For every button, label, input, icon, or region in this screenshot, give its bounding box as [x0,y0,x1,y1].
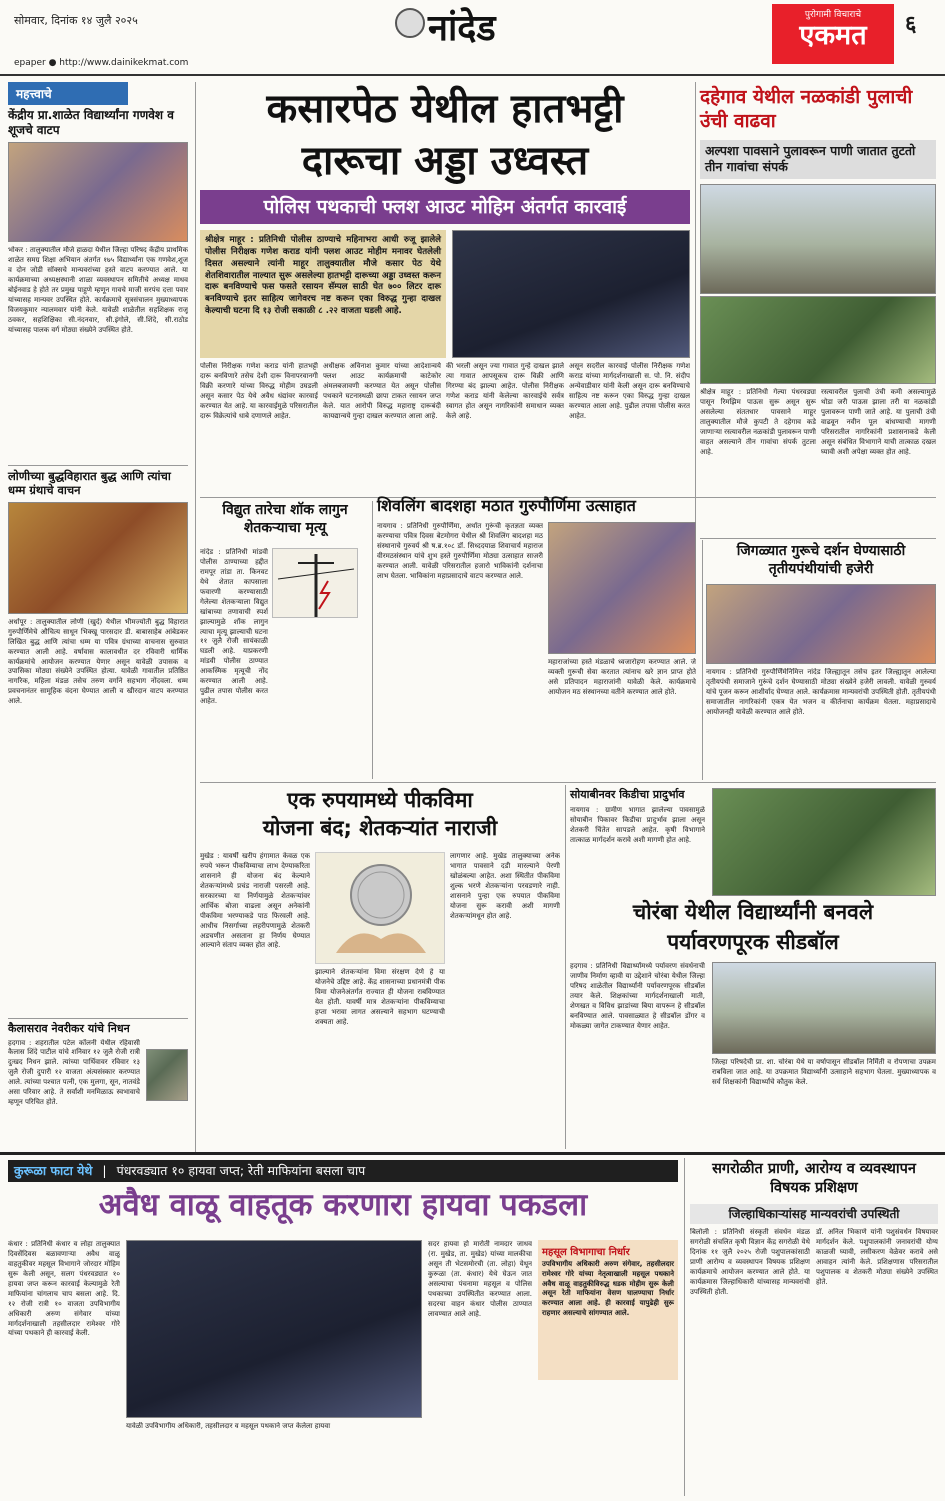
bridge-strap: अल्पशा पावसाने पुलावरून पाणी जातात तुटतो तीन गावांचा संपर्क [700,140,936,179]
cropinsurance-body-3: लागणार आहे. मुखेड तालुक्याच्या अनेक भागात पावसाने दडी मारल्याने पेरणी खोळंबल्या आहेत. अशा स्थितीत पीकविमा शुल्क भरणे शेतकऱ्यांना परवडणारे नाही. शासनाने पुन्हा एक रुपयात पीकविमा योजना सुरू करावी अशी मागणी शेतकऱ्यांमधून होत आहे. [450,852,560,920]
cropinsurance-headline-line2: योजना बंद; शेतकऱ्यांत नाराजी [262,816,498,840]
issue-date: सोमवार, दिनांक १४ जुलै २०२५ [14,14,138,27]
electric-pole-icon [272,548,358,618]
lead-body-1: पोलीस निरीक्षक गणेश कराड यांनी हातभट्टी दारू बनविणारे तसेच देशी दारू विनापरवानगी विक्री करणारे यांच्या विरुद्ध मोहीम उघडली असून कसार पेठ येथे अवैध धंद्यांवर कारवाई करण्यात येत आहे. या कारवाईमुळे परिसरातील दारू विक्रेत्यांचे धाबे दणाणले आहेत. [200,362,318,420]
column-rule [372,501,373,779]
soyabean-body: नायगाव : ग्रामीण भागात झालेल्या पावसामुळे सोयाबीन पिकावर किडीचा प्रादुर्भाव झाला असून शेतकरी चिंतेत सापडले आहेत. कृषी विभागाने तात्काळ मार्गदर्शन करावे अशी मागणी होत आहे. [570,806,705,844]
shivling-body-2: महाराजांच्या हस्ते मंडळाचे ध्वजारोहण करण्यात आले. जे व्यक्ती गुरूची सेवा करतात त्यांनाच खरे ज्ञान प्राप्त होते असे प्रतिपादन महाराजांनी यावेळी केले. कार्यक्रमाचे आयोजन मठ संस्थानच्या वतीने करण्यात आले होते. [548,658,696,696]
lead-photo [452,230,690,358]
story-buddha-title: लोणीच्या बुद्धविहारात बुद्ध आणि त्यांचा धम्म ग्रंथाचे वाचन [8,465,188,498]
city-emblem-icon [395,8,425,38]
seedball-photo-top [712,788,936,896]
sand-truck-photo [126,1240,422,1418]
lead-body-3: की भरली असून ज्या गावात गुन्हे दाखल झाले त्या गावात आपसूकच दारू विक्री आणि गिरण्या बंद झाल्या आहेत. पोलीस निरीक्षक गणेश कराड यांनी केलेल्या कारवाईचे सर्वत्र स्वागत होत असून नागरिकांनी समाधान व्यक्त केले आहे. [446,362,564,420]
seedball-body-2: जिल्हा परिषदेची प्रा. शा. चोरंबा येथे या वर्षापासून सीडबॉल निर्मिती व रोपणाचा उपक्रम राबविला जात आहे. या उपक्रमात विद्यार्थ्यांनी उत्साहाने सहभाग घेतला. मुख्याध्यापक व सर्व शिक्षकांनी विद्यार्थ्यांचे कौतुक केले. [712,1058,936,1086]
page-number: ६ [905,12,917,37]
cropinsurance-headline-line1: एक रुपयामध्ये पीकविमा [287,788,473,812]
bridge-body-1: श्रीक्षेत्र माहूर : प्रतिनिधी गेल्या पंधरवड्या पासून रिमझिम पाऊस सुरू असून सुरू असलेल्या संततधार पावसाने माहूर तालुक्यातील मौजे कुपटी ते दहेगाव कडे जाणाऱ्या रस्त्यावरील नळकांडी पुलावरून पाणी वाहत असल्याने तीन गावांचा संपर्क तुटला आहे. [700,388,816,456]
training-strap: जिल्हाधिकाऱ्यांसह मान्यवरांची उपस्थिती [690,1204,938,1224]
coin-illustration [315,852,445,964]
sand-strap: पंधरवड्यात १० हायवा जप्त; रेती माफियांना बसला चाप [116,1163,366,1178]
obituary-body: हदगाव : शहरातील पटेल कॉलनी येथील रहिवासी कैलास शिंदे पाटील यांचे शनिवार १२ जुलै रोजी रात्री दुःखद निधन झाले. त्यांच्या पार्थिवावर रविवार १३ जुलै रोजी दुपारी १२ वाजता अंत्यसंस्कार करण्यात आले. त्यांच्या पश्चात पत्नी, एक मुलगा, सून, नातवंडे असा परिवार आहे. ते सर्वांशी मनमिळाऊ स्वभावाचे म्हणून परिचित होते. [8,1038,140,1107]
training-body-2: डॉ. अनिल भिकाणे यांनी पशुसंवर्धन विषयावर मार्गदर्शन केले. पशुपालकांनी जनावरांची योग्य काळजी घ्यावी, लसीकरण वेळेवर करावे असे आवाहन त्यांनी केले. प्रशिक्षणास परिसरातील पशुपालक व शेतकरी मोठ्या संख्येने उपस्थित होते. [816,1228,938,1286]
bridge-photo-2 [700,296,936,384]
brand-tagline: पुरोगामी विचाराचे [804,10,862,20]
section-rule [200,782,936,783]
column-rule [695,82,696,537]
story-uniform-title: केंद्रीय प्रा.शाळेत विद्यार्थ्यांना गणवेश व शूजचे वाटप [8,108,174,137]
cropinsurance-body-2: झाल्याने शेतकऱ्यांना विमा संरक्षण देणे हे या योजनेचे उद्दिष्ट आहे. केंद्र शासनाच्या प्रधानमंत्री पीक विमा योजनेअंतर्गत राज्यात ही योजना राबविण्यात येत होती. यावर्षी मात्र शेतकऱ्यांना पीकविम्याचा हप्ता भरावा लागत असल्याने सहभाग घटण्याची शक्यता आहे. [315,968,445,1026]
bridge-body-2: रस्त्यावरील पुलाची उंची कमी असल्यामुळे थोडा जरी पाऊस झाला तरी या नळकांडी पुलावरून पाणी जाते आहे. या पुलाची उंची वाढवून नवीन पूल बांधण्याची मागणी परिसरातील नागरिकांनी प्रशासनाकडे केली असून संबंधित विभागाने याची तात्काळ दखल घ्यावी अशी अपेक्षा व्यक्त होत आहे. [821,388,936,456]
important-label: महत्त्वाचे [8,82,128,105]
seedball-headline-line1: चोरंबा येथील विद्यार्थ्यांनी बनवले [632,900,874,924]
column-rule [195,82,196,1152]
shock-body: नांदेड : प्रतिनिधी मांडवी पोलीस ठाण्याच्या हद्दीत रामपूर तांडा ता. किनवट येथे शेतात कापसाला फवारणी करण्यासाठी गेलेल्या शेतकऱ्याला विद्युत खांबाच्या तणावाची स्पर्श झाल्यामुळे शॉक लागुन त्याचा मृत्यू झाल्याची घटना ११ जुलै रोजी सायंकाळी घडली आहे. याप्रकरणी मांडवी पोलीस ठाण्यात आकस्मिक मृत्यूची नोंद करण्यात आली आहे. पुढील तपास पोलीस करत आहेत. [200,548,268,706]
cropinsurance-body-1: मुखेड : यावर्षी खरीप हंगामात केवळ एक रुपये भरून पीकविम्याचा लाभ देण्याकरिता शासनाने ही योजना बंद केल्याने शेतकऱ्यांमध्ये प्रचंड नाराजी पसरली आहे. सरकारच्या या निर्णयामुळे शेतकऱ्यांवर आर्थिक बोजा वाढला असून अनेकांनी पीकविमा भरण्याकडे पाठ फिरवली आहे. आधीच निसर्गाच्या लहरीपणामुळे शेतकरी अडचणीत असताना हा निर्णय घेण्यात आल्याने संताप व्यक्त होत आहे. [200,852,310,950]
lead-headline-line2: दारूचा अड्डा उध्वस्त [301,138,589,184]
soyabean-headline: सोयाबीनवर किडीचा प्रादुर्भाव [570,788,685,801]
edition-city: नांदेड [428,8,496,49]
sand-kicker: कुरूळा फाटा येथे [14,1163,93,1178]
brand-name: एकमत [799,20,867,51]
shivling-headline: शिवलिंग बादशहा मठात गुरुपौर्णिमा उत्साहात [377,496,636,515]
jigalyat-headline: जिगळ्यात गुरूचे दर्शन घेण्यासाठी तृतीयपंथीयांची हजेरी [736,543,906,578]
lead-body-2: अधीक्षक अविनाश कुमार यांच्या आदेशान्वये फ्लश आउट कार्यक्रमाची काटेकोर अंमलबजावणी करण्यात येत असून पोलीस पथकाने घटनास्थळी छापा टाकत रसायन जप्त केले. यात आरोपी विरुद्ध महाराष्ट्र दारूबंदी कायद्यान्वये गुन्हा दाखल करण्यात आला आहे. [323,362,441,420]
bottom-section-divider [0,1152,945,1155]
shock-headline: विद्युत तारेचा शॉक लागुन शेतकऱ्याचा मृत्यू [222,502,348,537]
revenue-box-body: उपविभागीय अधिकारी अरुण संगेवार, तहसीलदार रामेश्वर गोरे यांच्या नेतृत्वाखाली महसूल पथकाने अवैध वाळू वाहतुकीविरुद्ध धडक मोहीम सुरू केली असून रेती माफियांना वेसण घालण्याचा निर्धार करण्यात आला आहे. ही कारवाई यापुढेही सुरू राहणार असल्याचे सांगण्यात आले. [542,1260,674,1317]
story-uniform-body: भोकर : तालुक्यातील मौजे हाळदा येथील जिल्हा परिषद केंद्रीय प्राथमिक शाळेत समग्र शिक्षा अभियान अंतर्गत १७५ विद्यार्थ्यांना एक गणवेश,शूज व दोन जोडी सॉक्सचे मान्यवरांच्या हस्ते वाटप करण्यात आले. या कार्यक्रमाच्या अध्यक्षस्थानी शाळा व्यवस्थापन समितीचे अध्यक्ष माधव बोईनवाड हे होते तर प्रमुख पाहुणे म्हणून गावचे माजी सरपंच दत्ता पवार यांच्यासह मान्यवर उपस्थित होते. कार्यक्रमाचे सूत्रसंचालन मुख्याध्यापक विजयकुमार न्यालमवार यांनी केले. यावेळी शाळेतील सहशिक्षक राजू ठवकर, सहशिक्षिका सी.नंदनवार, सी.इंगोले, सी.शिंदे, सी.राठोड यांच्यासह पालक वर्ग मोठ्या संख्येने उपस्थित होते. [8,246,188,334]
jigalyat-body: नायगाव : प्रतिनिधी गुरुपौर्णिमेनिमित्त नांदेड जिल्ह्यातून तसेच इतर जिल्ह्यातून आलेल्या तृतीयपंथी समाजाने गुरूंचे दर्शन घेण्यासाठी मोठ्या संख्येने हजेरी लावली. यावेळी गुरुवर्य यांचे पूजन करून आशीर्वाद घेण्यात आले. कार्यक्रमास मान्यवरांची उपस्थिती होती. तृतीयपंथी समाजातील नागरिकांनी एकत्र येत भजन व कीर्तनाचा कार्यक्रम घेतला. महाप्रसादाचे आयोजनही यावेळी करण्यात आले होते. [706,668,936,716]
sand-kicker-bar: कुरूळा फाटा येथे | पंधरवड्यात १० हायवा जप्त; रेती माफियांना बसला चाप [8,1160,678,1182]
sand-caption: यावेळी उपविभागीय अधिकारी, तहसीलदार व महसूल पथकाने जप्त केलेला हायवा [126,1422,331,1430]
column-rule [684,1158,685,1496]
sand-headline: अवैध वाळू वाहतूक करणारा हायवा पकडला [98,1187,588,1223]
training-body-1: बिलोली : प्रतिनिधी संस्कृती संवर्धन मंडळ सगरोळी संचलित कृषी विज्ञान केंद्र सगरोळी येथे दिनांक ११ जुलै २०२५ रोजी पशुपालकांसाठी प्राणी आरोग्य व व्यवस्थापन विषयक प्रशिक्षण कार्यक्रमाचे आयोजन करण्यात आले होते. या कार्यक्रमास जिल्हाधिकारी यांच्यासह मान्यवरांची उपस्थिती होती. [690,1228,810,1296]
revenue-box-title: महसूल विभागाचा निर्धार [542,1247,630,1258]
seedball-body-1: हदगाव : प्रतिनिधी विद्यार्थ्यांमध्ये पर्यावरण संवर्धनाची जाणीव निर्माण व्हावी या उद्देशाने चोरंबा येथील जिल्हा परिषद शाळेतील विद्यार्थ्यांनी पर्यावरणपूरक सीडबॉल तयार केले. शिक्षकांच्या मार्गदर्शनाखाली माती, शेणखत व विविध झाडांच्या बिया वापरून हे सीडबॉल बनविण्यात आले. पावसाळ्यात हे सीडबॉल डोंगर व मोकळ्या जागेत टाकण्यात येणार आहेत. [570,962,705,1030]
epaper-link[interactable]: epaper ● http://www.dainikekmat.com [14,58,189,68]
story-uniform-photo [8,142,188,242]
lead-headline-line1: कसारपेठ येथील हातभट्टी [266,86,624,132]
lead-body-4: असून सदरील कारवाई पोलीस निरीक्षक गणेश कराड यांच्या मार्गदर्शनाखाली स. पो. नि. संदीप अन्येवाडीवार यांनी केली असून दारू बनविण्याचे साहित्य नष्ट करून एका विरुद्ध गुन्हा दाखल करण्यात आला आहे. पुढील तपास पोलीस करत आहेत. [569,362,690,420]
seedball-photo [712,962,936,1054]
obituary-photo [146,1049,188,1101]
column-rule [702,540,703,780]
training-headline: सगरोळीत प्राणी, आरोग्य व व्यवस्थापन विषयक प्रशिक्षण [712,1161,916,1196]
story-buddha-photo [8,502,188,614]
sand-body-2: सदर हायवा हो मारोती नामदार जाधव (रा. मुखेड, ता. मुखेड) यांच्या मालकीचा असून ती भेटसमोरची (ता. लोहा) येथून कुरूळा (ता. कंधार) येथे घेऊन जात असल्याचा पंचनामा महसूल व पोलिस पथकाच्या उपस्थितीत करण्यात आला. सदरचा वाहन कंधार पोलीस ठाण्यात लावण्यात आले आहे. [428,1240,532,1318]
bridge-headline: दहेगाव येथील नळकांडी पुलाची उंची वाढवा [700,86,913,132]
bridge-photo-1 [700,184,936,294]
sand-body-1: कंधार : प्रतिनिधी कंधार व लोहा तालुक्यात दिवसेंदिवस बळावणाऱ्या अवैध वाळू वाहतुकीवर महसूल विभागाने जोरदार मोहिम सुरू केली असून, सलग पंधरवड्यात १० हायवा जप्त करून कारवाई केल्यामुळे रेती माफियांना चांगलाच चाप बसला आहे. दि. १२ रोजी रात्री १० वाजता उपविभागीय अधिकारी अरुण संगेवार यांच्या मार्गदर्शनाखाली तहसीलदार रामेश्वर गोरे यांच्या पथकाने ही कारवाई केली. [8,1240,120,1338]
column-rule [565,785,566,1149]
important-column [8,82,188,1152]
shivling-photo [548,522,696,654]
shivling-body: नायगाव : प्रतिनिधी गुरुपौर्णिमा, अर्थात गुरूंची कृतज्ञता व्यक्त करण्याचा पवित्र दिवस बेटमोगरा येथील श्री शिवलिंग बादशहा मठ संस्थानाचे गुरुवर्य श्री ष.ब्र.१०८ डॉ. सिध्ददयाळ शिवाचार्य महाराज वीरमठसंस्थान यांचे शुभ हस्ते गुरुपौर्णिमा मोठ्या उत्साहात साजरी करण्यात आली. यावेळी परिसरातील हजारो भाविकांनी दर्शनाचा लाभ घेतला. भाविकांना महाप्रसादाचे वाटप करण्यात आले. [377,522,543,580]
masthead [0,0,945,70]
obituary-title: कैलासराव नेवरीकर यांचे निधन [8,1021,130,1035]
lead-intro: श्रीक्षेत्र माहूर : प्रतिनिधी पोलीस ठाण्याचे महिनाभरा आधी रुजू झालेले पोलीस निरीक्षक गणेश कराड यांनी फ्लश आउट मोहीम मनावर घेतलेली दिसत असल्याने त्यांनी माहूर तालुक्यातील मौजे कसार पेठ येथे शेतशिवारातील नाल्यात सुरू असलेल्या हातभट्टी दारूच्या अड्डा उध्वस्त करून दारू बनविण्याचे फस फसते रसायन सॅम्पल साठी घेत ७०० लिटर दारू बनविण्याचे इतर साहित्य जागेवरच नष्ट करून एका विरुद्ध गुन्हा दाखल केल्याची घटना दि १३ रोजी सकाळी ८ .२२ वाजता घडली आहे. [200,230,446,358]
brand-logo [772,4,894,64]
seedball-headline-line2: पर्यावरणपूरक सीडबॉल [667,930,839,954]
masthead-divider [0,74,945,76]
lead-strap: पोलिस पथकाची फ्लश आउट मोहिम अंतर्गत कारवाई [200,190,690,224]
revenue-box [538,1240,678,1380]
jigalyat-photo [706,584,936,664]
section-rule [700,538,936,539]
story-buddha-body: अर्धापूर : तालुक्यातील लोणी (खुर्द) येथील भीमज्योती बुद्ध विहारात गुरुपौर्णिमेचे औचित्य साधून भिक्खू पारसदार डी. बाबासाहेब आंबेडकर लिखित बुद्ध आणि त्यांचा धम्म या पवित्र ग्रंथाच्या वाचनास सुरुवात करण्यात आली आहे. वर्षावास कालावधीत दर रविवारी धार्मिक कार्यक्रमांचे आयोजन करण्यात येणार असून यावेळी उपासक व उपासिका मोठ्या संख्येने उपस्थित होत्या. यावेळी गावातील प्रतिष्ठित नागरिक, महिला मंडळ तसेच तरुण वर्गाने सहभाग नोंदवला. धम्म प्रवचनानंतर सामूहिक वंदना घेण्यात आली व खीरदान वाटप करण्यात आले. [8,617,188,706]
